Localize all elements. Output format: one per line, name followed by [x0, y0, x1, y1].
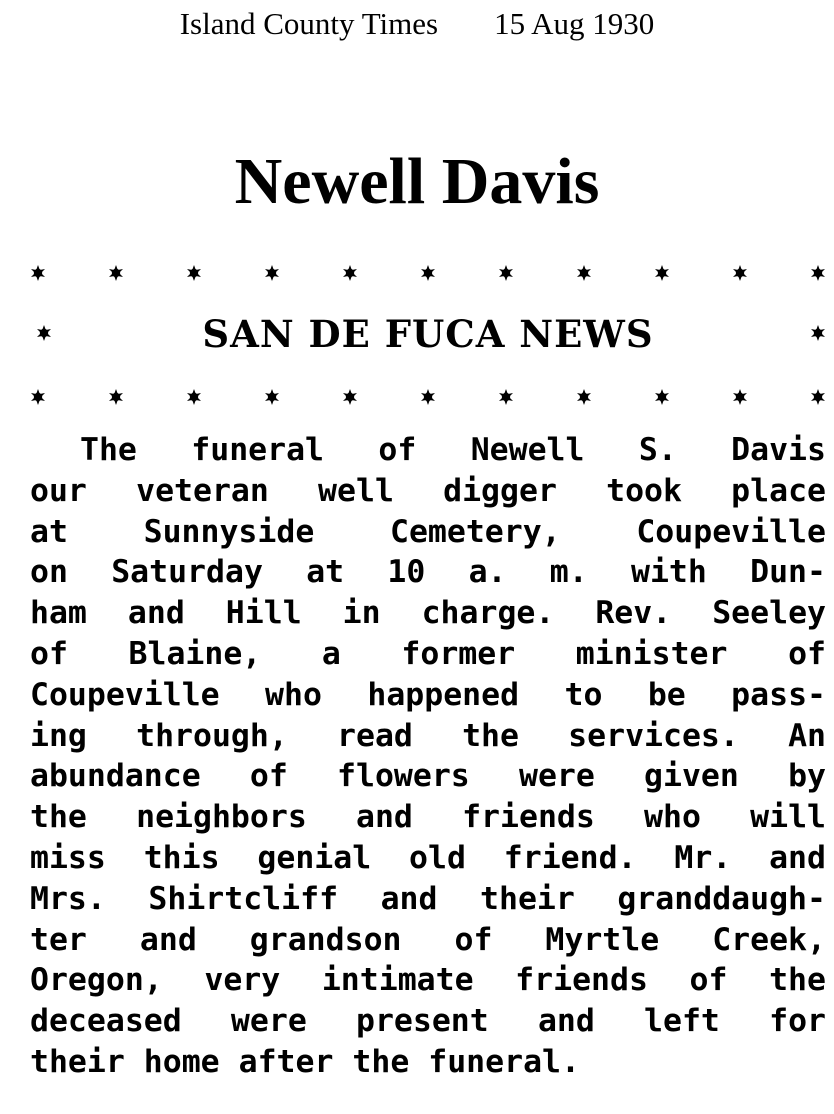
star-ornament-icon — [498, 265, 514, 281]
article-line: Oregon, very intimate friends of the — [30, 962, 826, 999]
star-ornament-icon — [186, 389, 202, 405]
star-ornament-icon — [264, 265, 280, 281]
star-ornament-icon — [810, 265, 826, 281]
star-ornament-icon — [576, 265, 592, 281]
article-line: the neighbors and friends who will — [30, 799, 826, 836]
article-line: Mrs. Shirtcliff and their granddaugh- — [30, 880, 826, 917]
section-title: SAN DE FUCA NEWS — [202, 312, 654, 356]
article-line: ham and Hill in charge. Rev. Seeley — [30, 595, 826, 632]
star-ornament-icon — [342, 265, 358, 281]
star-ornament-icon — [420, 265, 436, 281]
source-line — [0, 6, 834, 42]
star-ornament-icon — [732, 389, 748, 405]
star-ornament-icon — [30, 265, 46, 281]
ornament-row-top — [30, 263, 826, 283]
news-clipping — [30, 255, 826, 1095]
article-line: abundance of flowers were given by — [30, 758, 826, 795]
star-ornament-icon — [186, 265, 202, 281]
article-line: Coupeville who happened to be pass- — [30, 676, 826, 713]
star-ornament-icon — [498, 389, 514, 405]
article-body — [30, 430, 826, 1083]
article-line: deceased were present and left for — [30, 1003, 826, 1040]
headline: Newell Davis — [234, 145, 600, 218]
star-ornament-icon — [810, 325, 826, 341]
star-ornament-icon — [108, 389, 124, 405]
star-ornament-icon — [420, 389, 436, 405]
publication-name: Island County Times — [179, 6, 439, 41]
star-ornament-icon — [654, 265, 670, 281]
star-ornament-icon — [108, 265, 124, 281]
article-line: at Sunnyside Cemetery, Coupeville — [30, 513, 826, 550]
star-ornament-icon — [732, 265, 748, 281]
article-line: their home after the funeral. — [30, 1043, 580, 1080]
article-line: miss this genial old friend. Mr. and — [30, 839, 826, 876]
star-ornament-icon — [654, 389, 670, 405]
star-ornament-icon — [30, 389, 46, 405]
ornament-row-bottom — [30, 387, 826, 407]
article-line: The funeral of Newell S. Davis — [80, 432, 826, 468]
star-ornament-icon — [264, 389, 280, 405]
article-line: our veteran well digger took place — [30, 472, 826, 509]
article-line: ter and grandson of Myrtle Creek, — [30, 921, 826, 958]
star-ornament-icon — [342, 389, 358, 405]
article-line: of Blaine, a former minister of — [30, 635, 826, 672]
publication-date: 15 Aug 1930 — [494, 6, 655, 41]
section-header — [30, 309, 826, 359]
star-ornament-icon — [810, 389, 826, 405]
article-line: on Saturday at 10 a. m. with Dun- — [30, 554, 826, 591]
star-ornament-icon — [576, 389, 592, 405]
article-line: ing through, read the services. An — [30, 717, 826, 754]
